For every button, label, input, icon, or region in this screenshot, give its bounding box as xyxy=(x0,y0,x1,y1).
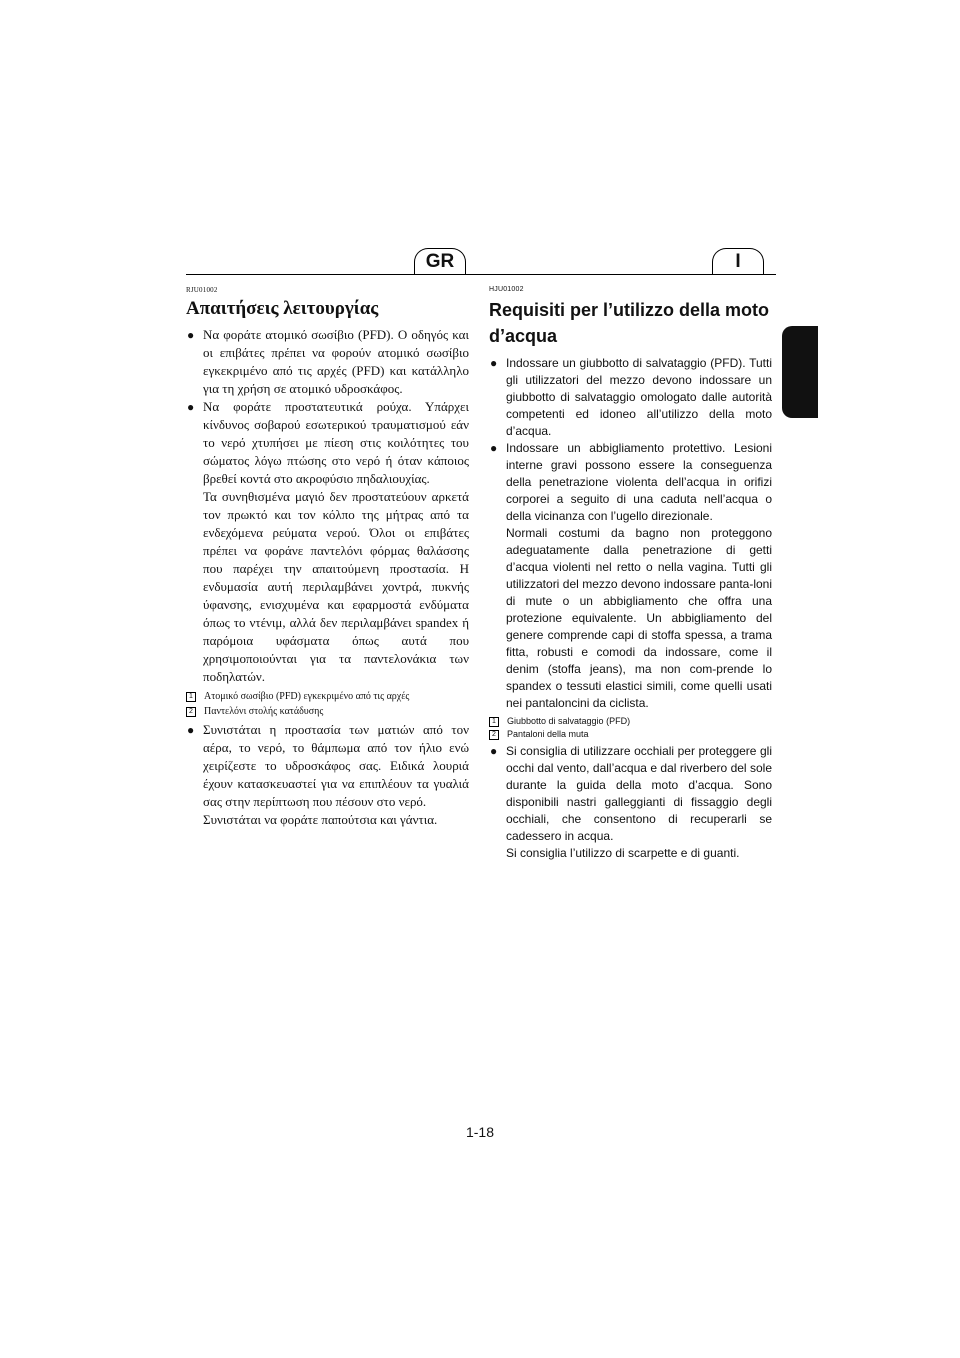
bullet-icon: ● xyxy=(490,356,498,370)
callout-number: 1 xyxy=(489,717,499,727)
bullet-item xyxy=(186,326,469,398)
callout-number: 2 xyxy=(489,730,499,740)
section-code: RJU01002 xyxy=(186,286,218,294)
bullet-continuation: Normali costumi da bagno non proteggono adeguatamente dalla penetrazione di getti d’acqua violenti nel retto o nella vagina. Tutti gli utilizzatori del mezzo devono indossare panta-loni di mute o un abbigliamento che offra una protezione equivalente. Un abbigliamento del genere comprende capi di stoffa spessa, a trama fitta, robusti e comodi da indossare, come il denim (stoffa jeans), ma non com-prende lo spandex o tessuti elastici simili, come quelli usati nei pantaloncini da ciclista. xyxy=(506,526,772,710)
callout-text: Ατομικό σωσίβιο (PFD) εγκεκριμένο από τις αρχές xyxy=(204,691,410,702)
callout-text: Παντελόνι στολής κατάδυσης xyxy=(204,706,324,717)
bullet-continuation: Si consiglia l’utilizzo di scarpette e di guanti. xyxy=(506,846,740,860)
callout-number: 2 xyxy=(186,707,196,717)
callout-text: Pantaloni della muta xyxy=(507,729,589,739)
bullet-text: Indossare un abbigliamento protettivo. Lesioni interne gravi possono essere la conseguenza della penetrazione violenta dell’acqua in orifizi corporei a seguito di una caduta nell’acqua o della vicinanza con l’ugello direzionale. xyxy=(506,441,772,523)
bullet-icon: ● xyxy=(187,328,195,342)
bullet-item xyxy=(489,743,772,862)
language-badge-gr: GR xyxy=(414,248,466,274)
bullet-item xyxy=(186,721,469,829)
bullet-text: Indossare un giubbotto di salvataggio (PFD). Tutti gli utilizzatori del mezzo devono indossare un giubbotto di salvataggio omologato dalle autorità competenti ed idoneo all’utilizzo della moto d’acqua. xyxy=(506,356,772,438)
bullet-item xyxy=(186,398,469,686)
callout-item xyxy=(186,689,469,704)
callout-list xyxy=(186,689,469,719)
bullet-continuation: Συνιστάται να φοράτε παπούτσια και γάντια. xyxy=(203,812,438,827)
bullet-icon: ● xyxy=(490,744,498,758)
section-thumb-tab xyxy=(782,326,818,418)
section-title: Απαιτήσεις λειτουργίας xyxy=(186,298,379,319)
callout-item xyxy=(489,728,772,741)
section-title: Requisiti per l’utilizzo della moto d’acqua xyxy=(489,300,770,346)
greek-column xyxy=(186,286,469,829)
italian-column xyxy=(489,286,772,862)
callout-number: 1 xyxy=(186,692,196,702)
bullet-text: Συνιστάται η προστασία των ματιών από τον αέρα, το νερό, το θάμπωμα από τον ήλιο ενώ χειρίζεστε το υδροσκάφος σας. Ειδικά λουριά έχουν κατασκευαστεί για να επιπλέουν τα γυαλιά σας στην περίπτωση που πέσουν στο νερό. xyxy=(203,722,469,809)
bullet-item xyxy=(489,355,772,440)
bullet-icon: ● xyxy=(187,400,195,414)
language-badge-it: I xyxy=(712,248,764,274)
callout-item xyxy=(186,704,469,719)
bullet-text: Να φοράτε προστατευτικά ρούχα. Υπάρχει κίνδυνος σοβαρού εσωτερικού τραυματισμού εάν το νερό χτυπήσει με πίεση στις κοιλότητες του σώματος λόγω πτώσης στο νερό ή όταν κάποιος βρεθεί κοντά στο ακροφύσιο πηδαλιουχίας. xyxy=(203,399,469,486)
page-number: 1-18 xyxy=(465,1124,495,1140)
bullet-icon: ● xyxy=(490,441,498,455)
section-code: HJU01002 xyxy=(489,286,524,293)
callout-text: Giubbotto di salvataggio (PFD) xyxy=(507,716,631,726)
bullet-icon: ● xyxy=(187,723,195,737)
callout-item xyxy=(489,715,772,728)
bullet-item xyxy=(489,440,772,712)
bullet-text: Να φοράτε ατομικό σωσίβιο (PFD). Ο οδηγός και οι επιβάτες πρέπει να φορούν ατομικό σωσίβιο εγκεκριμένο από τις αρχές (PFD) και κατάλληλο για τη χρήση σε ατομικό υδροσκάφος. xyxy=(203,327,469,396)
header-rule xyxy=(186,274,776,275)
bullet-continuation: Τα συνηθισμένα μαγιό δεν προστατεύουν αρκετά τον πρωκτό και τον κόλπο της μήτρας από τα ενδεχόμενα ρεύματα νερού. Όλοι οι επιβάτες πρέπει να φοράνε παντελόνι φόρμας θαλάσσης που παρέχει την απαιτούμενη προστασία. Η ενδυμασία αυτή περιλαμβάνει χοντρά, πυκνής ύφανσης, ενισχυμένα και εφαρμοστά ενδύματα όπως το ντένιμ, αλλά δεν περιλαμβάνει spandex ή παρόμοια υφάσματα όπως αυτά που χρησιμοποιούνται για τα παντελονάκια των ποδηλατών. xyxy=(203,489,469,684)
bullet-text: Si consiglia di utilizzare occhiali per proteggere gli occhi dal vento, dall’acqua e dal riverbero del sole durante la guida della moto d’acqua. Sono disponibili nastri galleggianti di fissaggio degli occhiali, che consentono di recuperarli se cadessero in acqua. xyxy=(506,744,772,843)
callout-list xyxy=(489,715,772,741)
